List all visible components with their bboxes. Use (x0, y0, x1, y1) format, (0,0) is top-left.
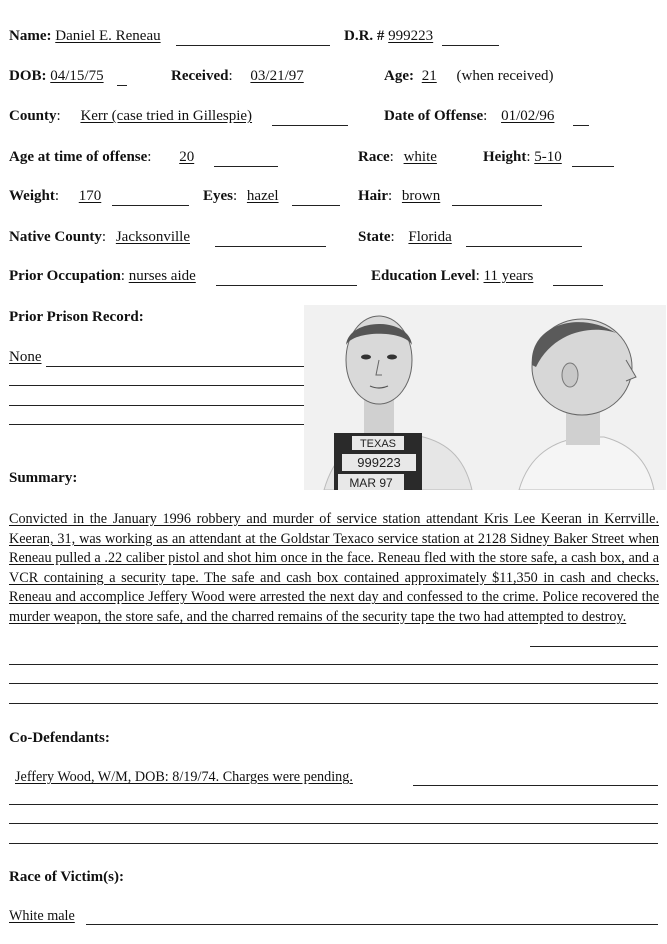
offense-date-label: Date of Offense (384, 108, 484, 124)
received-value: 03/21/97 (250, 68, 304, 84)
county-label: County (9, 108, 57, 124)
dr-value: 999223 (388, 28, 434, 44)
summary-heading: Summary: (9, 470, 78, 486)
victim-race-heading: Race of Victim(s): (9, 869, 124, 885)
height-value: 5-10 (534, 149, 562, 165)
name-field: Name: Daniel E. Reneau (9, 28, 161, 44)
codefendants-heading: Co-Defendants: (9, 730, 110, 746)
placard-line2: 999223 (357, 455, 401, 470)
eyes-value: hazel (246, 188, 279, 204)
eyes-field: Eyes: hazel (203, 188, 279, 204)
education-value: 11 years (483, 268, 534, 284)
age-note: (when received) (456, 68, 554, 84)
county-value: Kerr (case tried in Gillespie) (80, 108, 253, 124)
offense-date-field: Date of Offense: 01/02/96 (384, 108, 555, 124)
placard-line3: MAR 97 (349, 476, 393, 490)
age-label: Age (384, 68, 409, 84)
weight-value: 170 (78, 188, 102, 204)
prior-record-value: None (9, 349, 42, 365)
summary-text: Convicted in the January 1996 robbery and murder of service station attendant Kris Lee Keeran in Kerrville. Keeran, 31, was working as an attendant at the Goldstar Texaco service station at 2128 Sidney Baker Street when Reneau pulled a .22 caliber pistol and shot him once in the face. Reneau fled with the store safe, a cash box, and a VCR containing a security tape. The safe and cash box contained approximately $11,350 in cash and checks. Reneau and accomplice Jeffery Wood were arrested the next day and confessed to the crime. Police recovered the murder weapon, the store safe, and the charred remains of the security tape the two had attempted to destroy. (9, 511, 659, 625)
native-county-value: Jacksonville (115, 229, 190, 245)
age-field: Age: 21 (when received) (384, 68, 554, 84)
race-field: Race: white (358, 149, 443, 166)
height-label: Height (483, 149, 527, 165)
occupation-label: Prior Occupation (9, 268, 121, 284)
hair-label: Hair (358, 188, 388, 204)
offense-date-value: 01/02/96 (501, 108, 555, 124)
education-label: Education Level (371, 268, 476, 284)
age-offense-value: 20 (179, 149, 195, 165)
weight-label: Weight (9, 188, 55, 204)
prior-record-heading: Prior Prison Record: (9, 309, 144, 325)
state-field: State: Florida (358, 229, 452, 245)
mugshot-photo (304, 305, 666, 490)
state-label: State (358, 229, 391, 245)
age-offense-label: Age at time of offense (9, 149, 148, 165)
victim-race-text: White male (9, 908, 75, 924)
native-county-label: Native County (9, 229, 102, 245)
hair-value: brown (401, 188, 441, 204)
dob-label: DOB (9, 68, 42, 84)
mugshot-image (304, 305, 666, 490)
race-value: white (403, 149, 437, 165)
placard-line1: TEXAS (359, 438, 397, 450)
age-offense-field: Age at time of offense: 20 (9, 149, 195, 165)
name-value: Daniel E. Reneau (55, 28, 161, 44)
eyes-label: Eyes (203, 188, 233, 204)
received-label: Received (171, 68, 229, 84)
dr-label: D.R. # (344, 28, 385, 44)
dob-field: DOB: 04/15/75 (9, 68, 104, 84)
dr-number-field (344, 28, 433, 45)
county-field: County: Kerr (case tried in Gillespie) (9, 108, 253, 124)
native-county-field: Native County: Jacksonville (9, 229, 190, 245)
codefendants-text: Jeffery Wood, W/M, DOB: 8/19/74. Charges were pending. (15, 769, 353, 785)
height-field: Height: 5-10 (483, 149, 562, 165)
state-value: Florida (408, 229, 452, 245)
dob-value: 04/15/75 (50, 68, 104, 84)
received-field: Received: 03/21/97 (171, 68, 304, 84)
occupation-value: nurses aide (128, 268, 196, 284)
hair-field: Hair: brown (358, 188, 441, 204)
age-value: 21 (421, 68, 437, 84)
name-label: Name (9, 28, 47, 44)
occupation-field: Prior Occupation: nurses aide (9, 268, 196, 284)
weight-field: Weight: 170 (9, 188, 102, 204)
education-field: Education Level: 11 years (371, 268, 534, 284)
race-label: Race (358, 149, 390, 165)
